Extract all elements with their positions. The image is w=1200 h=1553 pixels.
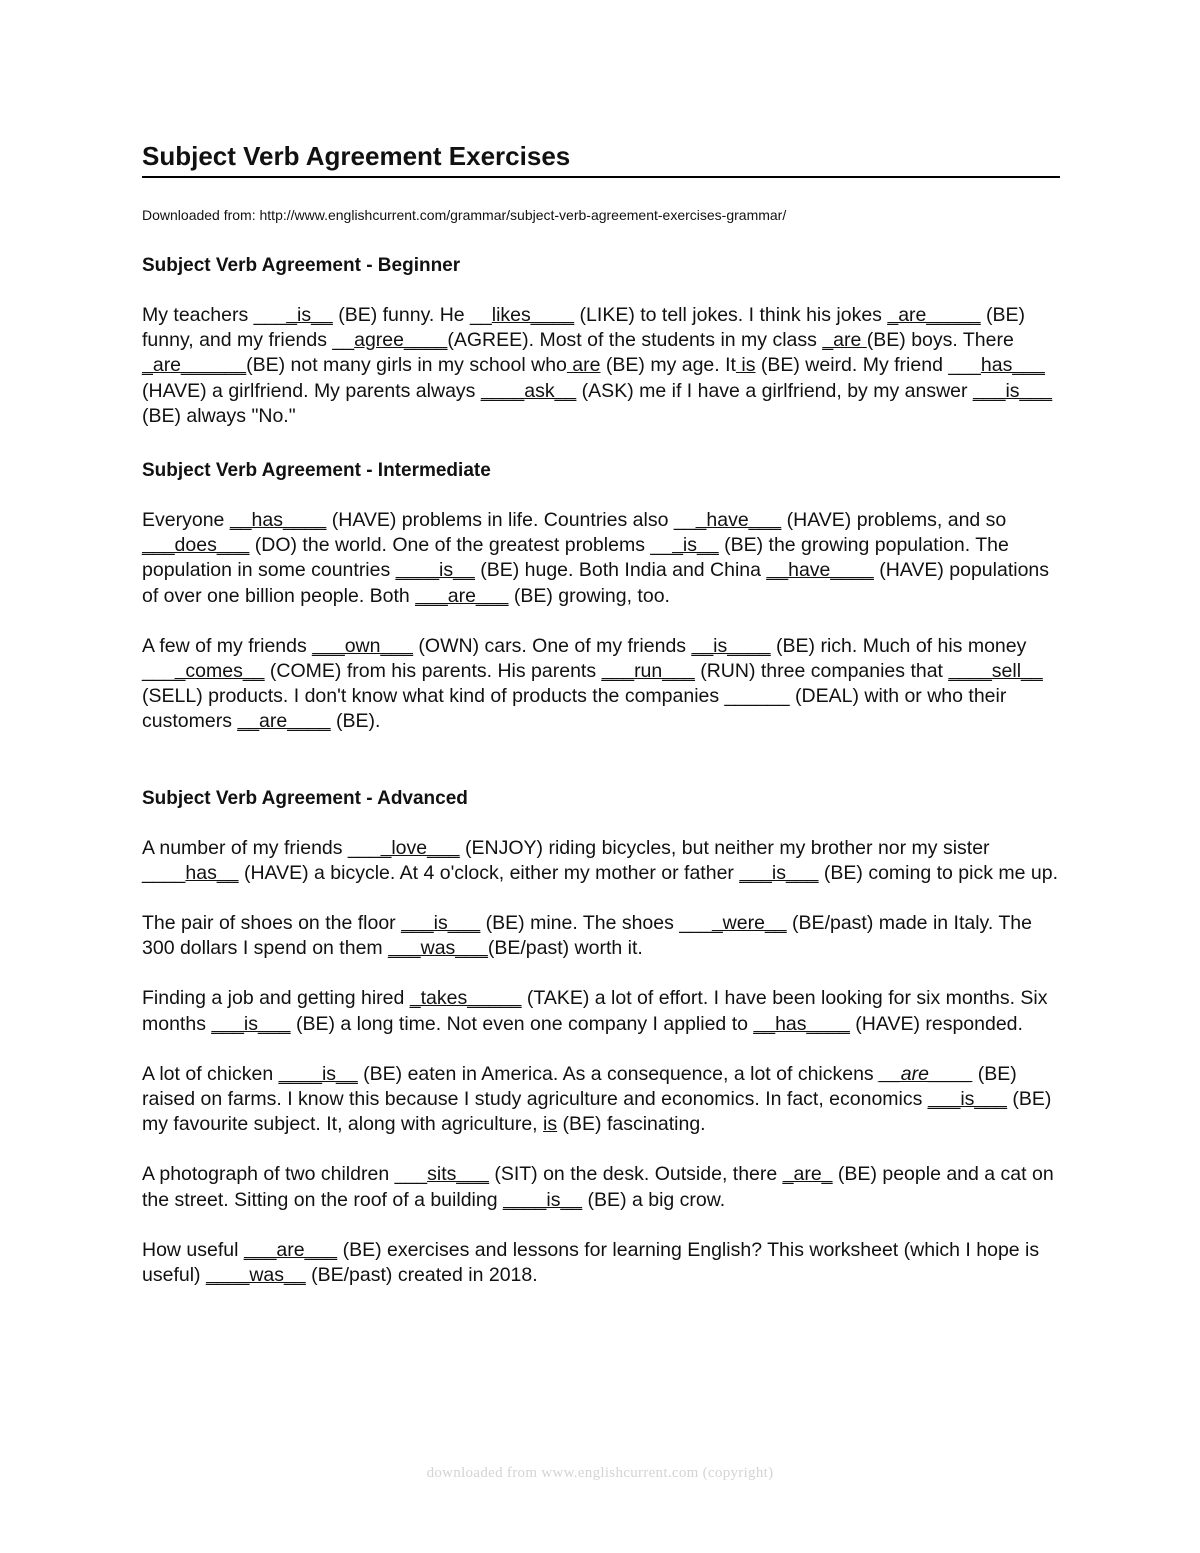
answer-blank: ___does___ bbox=[142, 534, 250, 557]
answer-blank: ____sell__ bbox=[948, 660, 1043, 683]
answer-blank: ___is___ bbox=[927, 1088, 1007, 1111]
paragraph bbox=[142, 303, 1060, 429]
text-run: (BE) always "No." bbox=[142, 404, 296, 427]
answer-blank: __have____ bbox=[766, 559, 874, 582]
answer-blank: _is__ bbox=[672, 534, 719, 557]
text-run: (BE) coming to pick me up. bbox=[818, 861, 1058, 884]
text-run: (BE/past) made in Italy. The 300 dollars I spend on them bbox=[142, 912, 1032, 960]
answer-blank: _is__ bbox=[286, 304, 333, 326]
answer-blank: _are bbox=[822, 329, 867, 352]
answer-blank: _are______ bbox=[142, 354, 247, 377]
text-run: (HAVE) responded. bbox=[849, 1012, 1023, 1035]
text-run: How useful bbox=[142, 1238, 244, 1261]
answer-blank: ___run___ bbox=[601, 660, 695, 683]
text-run: (DO) the world. One of the greatest problems __ bbox=[249, 534, 673, 557]
text-run: (HAVE) problems in life. Countries also __ bbox=[326, 509, 696, 532]
answer-blank: ____was__ bbox=[205, 1264, 306, 1287]
answer-blank: ___is___ bbox=[401, 912, 481, 935]
text-run: (BE) eaten in America. As a consequence, a lot of chickens bbox=[357, 1062, 880, 1085]
answer-blank: are bbox=[566, 354, 601, 377]
answer-blank: _comes__ bbox=[174, 660, 265, 683]
text-run: (BE) growing, too. bbox=[508, 584, 670, 607]
answer-blank: _love___ bbox=[380, 836, 460, 859]
text-run: (HAVE) a bicycle. At 4 o'clock, either my mother or father bbox=[238, 861, 740, 884]
text-run: (BE/past) created in 2018. bbox=[305, 1264, 538, 1287]
text-run: (BE) a big crow. bbox=[582, 1188, 726, 1211]
answer-blank: _were__ bbox=[711, 912, 787, 935]
section-intermediate bbox=[142, 459, 1060, 735]
text-run: (BE) not many girls in my school who bbox=[246, 354, 567, 377]
answer-blank: ____is__ bbox=[395, 559, 475, 582]
text-run: (HAVE) problems, and so bbox=[781, 509, 1007, 532]
answer-blank: __has____ bbox=[229, 509, 327, 532]
answer-blank: agree____ bbox=[354, 329, 448, 352]
paragraph bbox=[142, 1238, 1060, 1288]
text-run: (HAVE) a girlfriend. My parents always bbox=[142, 379, 481, 402]
text-run: (SELL) products. I don't know what kind of products the companies ______ (DEAL) with or who their customers bbox=[142, 685, 1007, 733]
text-run: A photograph of two children ___ bbox=[142, 1163, 428, 1186]
paragraph bbox=[142, 634, 1060, 735]
answer-blank: has___ bbox=[980, 354, 1045, 377]
text-run: (BE) funny. He __ bbox=[332, 304, 492, 326]
answer-blank: is bbox=[543, 1113, 558, 1136]
answer-blank: is bbox=[735, 354, 756, 377]
text-run: (BE) boys. There bbox=[866, 329, 1014, 352]
worksheet-page bbox=[142, 140, 1060, 1288]
answer-blank: ___is___ bbox=[211, 1012, 291, 1035]
text-run: (LIKE) to tell jokes. I think his jokes bbox=[574, 304, 888, 326]
answer-blank: _takes_____ bbox=[409, 987, 522, 1010]
answer-blank: ___own___ bbox=[312, 634, 413, 657]
answer-blank: likes____ bbox=[491, 304, 575, 326]
paragraph bbox=[142, 836, 1060, 886]
answer-blank: __is____ bbox=[691, 634, 771, 657]
paragraph bbox=[142, 986, 1060, 1036]
text-run: A lot of chicken bbox=[142, 1062, 279, 1085]
text-run: (BE) mine. The shoes ___ bbox=[480, 912, 712, 935]
answer-blank: ____ask__ bbox=[480, 379, 577, 402]
text-run: (BE) my favourite subject. It, along with agriculture, bbox=[142, 1088, 1052, 1136]
paragraph bbox=[142, 1162, 1060, 1212]
text-run: (AGREE). Most of the students in my class bbox=[447, 329, 823, 352]
answer-blank: __are____ bbox=[879, 1062, 973, 1085]
text-run: (BE) the growing population. The population in some countries bbox=[142, 534, 1009, 582]
section-beginner bbox=[142, 254, 1060, 429]
answer-blank: ____is__ bbox=[278, 1062, 358, 1085]
paragraph bbox=[142, 1062, 1060, 1138]
text-run: (BE) fascinating. bbox=[557, 1113, 706, 1136]
paragraph bbox=[142, 508, 1060, 609]
text-run: (BE) a long time. Not even one company I applied to bbox=[290, 1012, 754, 1035]
text-run: The pair of shoes on the floor bbox=[142, 912, 402, 935]
answer-blank: ___are___ bbox=[415, 584, 509, 607]
answer-blank: _are_ bbox=[782, 1163, 833, 1186]
text-run: (TAKE) a lot of effort. I have been looking for six months. Six months bbox=[142, 987, 1048, 1035]
source-url: Downloaded from: http://www.englishcurrent.com/grammar/subject-verb-agreement-exercises-grammar/ bbox=[142, 207, 787, 223]
text-run: Everyone bbox=[142, 509, 230, 532]
answer-blank: ___is___ bbox=[739, 861, 819, 884]
text-run: (BE) people and a cat on the street. Sitting on the roof of a building bbox=[142, 1163, 1054, 1211]
text-run: (ENJOY) riding bicycles, but neither my brother nor my sister ____ bbox=[142, 836, 990, 884]
page-title: Subject Verb Agreement Exercises bbox=[142, 140, 1060, 178]
text-run: (ASK) me if I have a girlfriend, by my answer bbox=[576, 379, 973, 402]
text-run: (COME) from his parents. His parents bbox=[264, 660, 602, 683]
text-run: (BE) funny, and my friends __ bbox=[142, 304, 1026, 352]
section-heading-beginner: Subject Verb Agreement - Beginner bbox=[142, 255, 461, 276]
text-run: (RUN) three companies that bbox=[694, 660, 949, 683]
text-run: My teachers ___ bbox=[142, 304, 287, 326]
answer-blank: sits___ bbox=[427, 1163, 489, 1186]
text-run: (BE) exercises and lessons for learning English? This worksheet (which I hope is useful) bbox=[142, 1238, 1040, 1287]
text-run: (BE) huge. Both India and China bbox=[474, 559, 767, 582]
text-run: Finding a job and getting hired bbox=[142, 987, 410, 1010]
text-run: (SIT) on the desk. Outside, there bbox=[488, 1163, 783, 1186]
answer-blank: ___is___ bbox=[972, 379, 1053, 402]
answer-blank: ___are___ bbox=[243, 1238, 338, 1261]
copyright-watermark: downloaded from www.englishcurrent.com (copyright) bbox=[426, 1465, 774, 1481]
text-run: A few of my friends bbox=[142, 634, 313, 657]
answer-blank: _are_____ bbox=[887, 304, 981, 326]
text-run: (BE) weird. My friend ___ bbox=[755, 354, 981, 377]
text-run: (BE). bbox=[330, 710, 381, 733]
text-run: (BE) rich. Much of his money ___ bbox=[142, 634, 1027, 683]
paragraph bbox=[142, 911, 1060, 961]
answer-blank: ____is__ bbox=[502, 1188, 583, 1211]
text-run: (HAVE) populations of over one billion people. Both bbox=[142, 559, 1050, 607]
answer-blank: _have___ bbox=[695, 509, 782, 532]
text-run: (BE/past) worth it. bbox=[487, 937, 643, 960]
text-run: (BE) my age. It bbox=[600, 354, 736, 377]
text-run: (OWN) cars. One of my friends bbox=[413, 634, 692, 657]
section-heading-intermediate: Subject Verb Agreement - Intermediate bbox=[142, 460, 491, 482]
answer-blank: __has____ bbox=[753, 1012, 850, 1035]
text-run: A number of my friends ___ bbox=[142, 836, 381, 859]
answer-blank: ___was___ bbox=[388, 937, 488, 960]
answer-blank: has__ bbox=[185, 861, 239, 884]
section-heading-advanced: Subject Verb Agreement - Advanced bbox=[142, 787, 468, 809]
answer-blank: __are____ bbox=[237, 710, 331, 733]
section-advanced bbox=[142, 787, 1060, 1289]
text-run: (BE) raised on farms. I know this because I study agriculture and economics. In fact, economics bbox=[142, 1062, 1017, 1111]
